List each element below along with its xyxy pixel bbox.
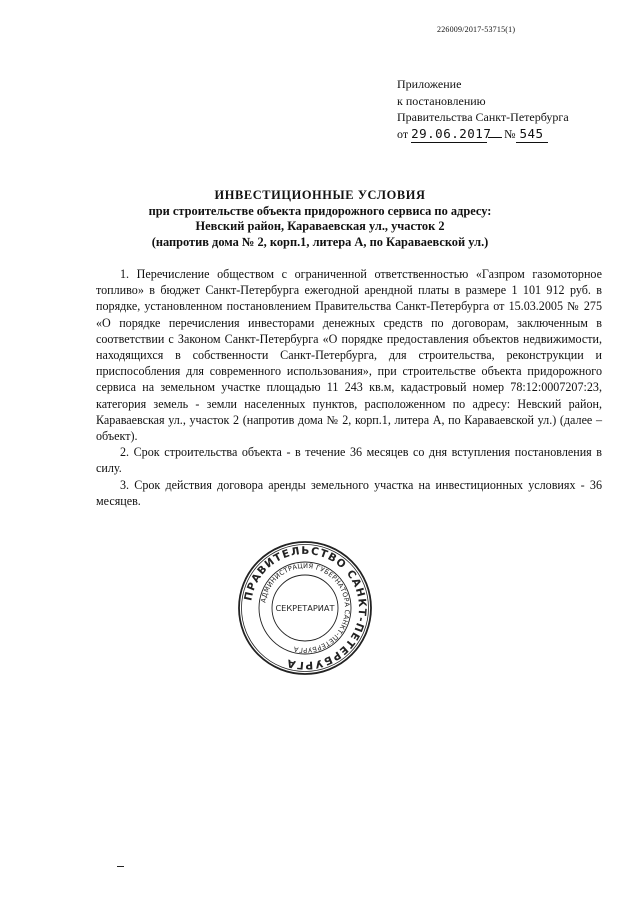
appendix-block [397, 76, 617, 143]
title-line-3: Невский район, Караваевская ул., участок 2 [195, 219, 445, 233]
resolution-date: 29.06.2017 [411, 126, 487, 144]
seal-center-text: СЕКРЕТАРИАТ [275, 603, 335, 613]
document-id: 226009/2017-53715(1) [437, 25, 516, 34]
title-line-4: (напротив дома № 2, корп.1, литера А, по Караваевской ул.) [151, 234, 489, 249]
title-line-2: при строительстве объекта придорожного сервиса по адресу: [148, 203, 492, 218]
appendix-line-3: Правительства Санкт-Петербурга [397, 110, 569, 124]
document-title [40, 188, 600, 250]
appendix-line-2: к постановлению [397, 93, 486, 108]
number-prefix: № [504, 126, 516, 141]
seal-outer-text: ПРАВИТЕЛЬСТВО САНКТ-ПЕТЕРБУРГА [242, 544, 369, 672]
seal-inner-text: АДМИНИСТРАЦИЯ ГУБЕРНАТОРА САНКТ-ПЕТЕРБУРГА [259, 561, 352, 655]
title-main: ИНВЕСТИЦИОННЫЕ УСЛОВИЯ [214, 188, 426, 202]
paragraph-3: 3. Срок действия договора аренды земельного участка на инвестиционных условиях - 36 месяцев. [96, 477, 602, 508]
paragraph-1: 1. Перечисление обществом с ограниченной ответственностью «Газпром газомоторное топливо» в бюджет Санкт-Петербурга ежегодной арендной платы в размере 1 101 912 руб. в порядке, установленном постановлением Правительства Санкт-Петербурга от 15.03.2005 № 275 «О порядке перечисления инвесторами денежных средств по договорам, заключенным в соответствии с Законом Санкт-Петербурга «О порядке предоставления объектов недвижимости, находящихся в собственности Санкт-Петербурга, для строительства, реконструкции и приспособления для современного использования», при строительстве объекта придорожного сервиса на земельном участке площадью 11 243 кв.м, кадастровый номер 78:12:0007207:23, категория земель - земли населенных пунктов, расположенном по адресу: Невский район, Караваевская ул., участок 2 (напротив дома № 2, корп.1, литера А, по Караваевской ул.) (далее – объект). [96, 267, 602, 444]
date-prefix: от [397, 126, 409, 141]
official-seal-stamp [237, 540, 373, 676]
paragraph-2: 2. Срок строительства объекта - в течение 36 месяцев со дня вступления постановления в силу. [96, 445, 602, 476]
appendix-line-1: Приложение [397, 77, 462, 91]
appendix-date-line [397, 126, 617, 144]
footer-dash [117, 866, 124, 867]
resolution-number: 545 [516, 126, 548, 144]
date-number-gap [488, 137, 502, 138]
document-body [96, 266, 602, 509]
